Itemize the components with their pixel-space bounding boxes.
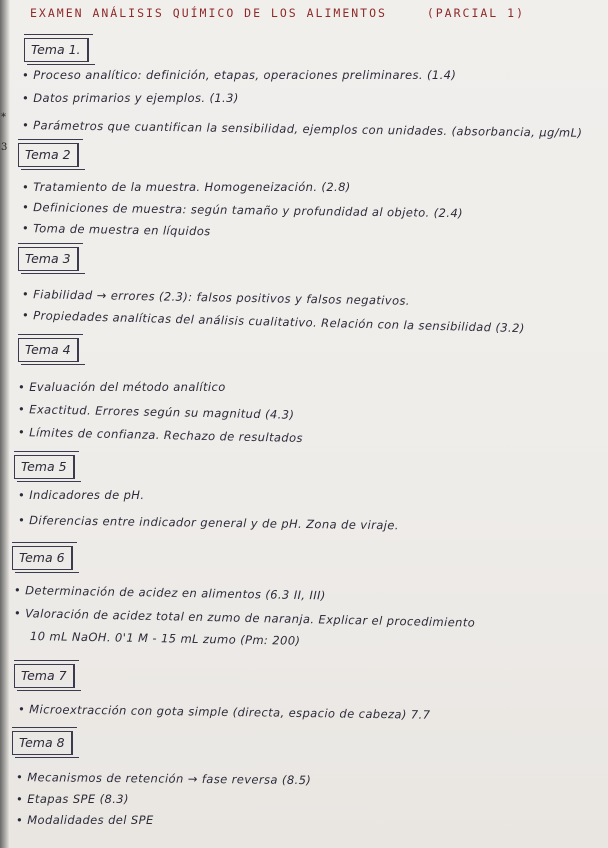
topic-5-item-2: • Diferencias entre indicador general y de pH. Zona de viraje.: [17, 513, 399, 533]
topic-6-item-3: 10 mL NaOH. 0'1 M - 15 mL zumo (Pm: 200): [29, 629, 301, 648]
topic-8-item-2: • Etapas SPE (8.3): [16, 792, 129, 806]
topic-heading-tema-6: [12, 546, 73, 570]
topic-1-item-1: • Proceso analítico: definición, etapas, operaciones preliminares. (1.4): [22, 68, 457, 82]
topic-6-item-2: • Valoración de acidez total en zumo de naranja. Explicar el procedimiento: [13, 606, 476, 630]
exam-title-text: EXAMEN ANÁLISIS QUÍMICO DE LOS ALIMENTOS: [30, 6, 387, 20]
page-left-edge: [0, 0, 10, 848]
topic-2-item-1: • Tratamiento de la muestra. Homogeneización. (2.8): [22, 180, 351, 194]
topic-5-item-1: • Indicadores de pH.: [18, 488, 145, 502]
topic-1-item-3: • Parámetros que cuantifican la sensibilidad, ejemplos con unidades. (absorbancia, μg/mL): [21, 118, 583, 140]
topic-heading-tema-5: [14, 455, 75, 479]
topic-heading-tema-4: [18, 338, 79, 362]
topic-2-item-2: • Definiciones de muestra: según tamaño y profundidad al objeto. (2.4): [21, 200, 464, 221]
topic-8-item-1: • Mecanismos de retención → fase reversa (8.5): [15, 770, 312, 788]
topic-heading-tema-3: [18, 247, 79, 271]
topic-4-item-3: • Límites de confianza. Rechazo de resultados: [17, 425, 304, 445]
topic-label: Tema 3: [25, 251, 71, 266]
topic-label: Tema 6: [19, 550, 65, 565]
topic-3-item-2: • Propiedades analíticas del análisis cualitativo. Relación con la sensibilidad (3.2): [21, 308, 525, 336]
topic-heading-tema-1: [24, 38, 89, 62]
topic-heading-tema-7: [14, 664, 75, 688]
topic-label: Tema 8: [19, 735, 65, 750]
topic-4-item-1: • Evaluación del método analítico: [18, 380, 226, 394]
topic-label: Tema 4: [25, 342, 71, 357]
exam-title: [30, 6, 525, 20]
topic-label: Tema 2: [25, 147, 71, 162]
topic-2-item-3: • Toma de muestra en líquidos: [21, 221, 211, 239]
topic-3-item-1: • Fiabilidad → errores (2.3): falsos positivos y falsos negativos.: [21, 287, 411, 308]
topic-label: Tema 5: [21, 459, 67, 474]
topic-heading-tema-8: [12, 731, 73, 755]
topic-1-item-2: • Datos primarios y ejemplos. (1.3): [22, 91, 239, 105]
edge-fragment: *: [1, 112, 6, 123]
edge-fragment: 3: [1, 142, 8, 153]
topic-4-item-2: • Exactitud. Errores según su magnitud (4.3): [17, 402, 295, 422]
topic-8-item-3: • Modalidades del SPE: [16, 813, 154, 827]
topic-6-item-1: • Determinación de acidez en alimentos (6.3 II, III): [13, 583, 326, 603]
exam-subtitle: (PARCIAL 1): [426, 6, 525, 20]
topic-heading-tema-2: [18, 143, 79, 167]
topic-label: Tema 1.: [31, 42, 81, 57]
topic-label: Tema 7: [21, 668, 67, 683]
topic-7-item-1: • Microextracción con gota simple (directa, espacio de cabeza) 7.7: [17, 702, 431, 722]
